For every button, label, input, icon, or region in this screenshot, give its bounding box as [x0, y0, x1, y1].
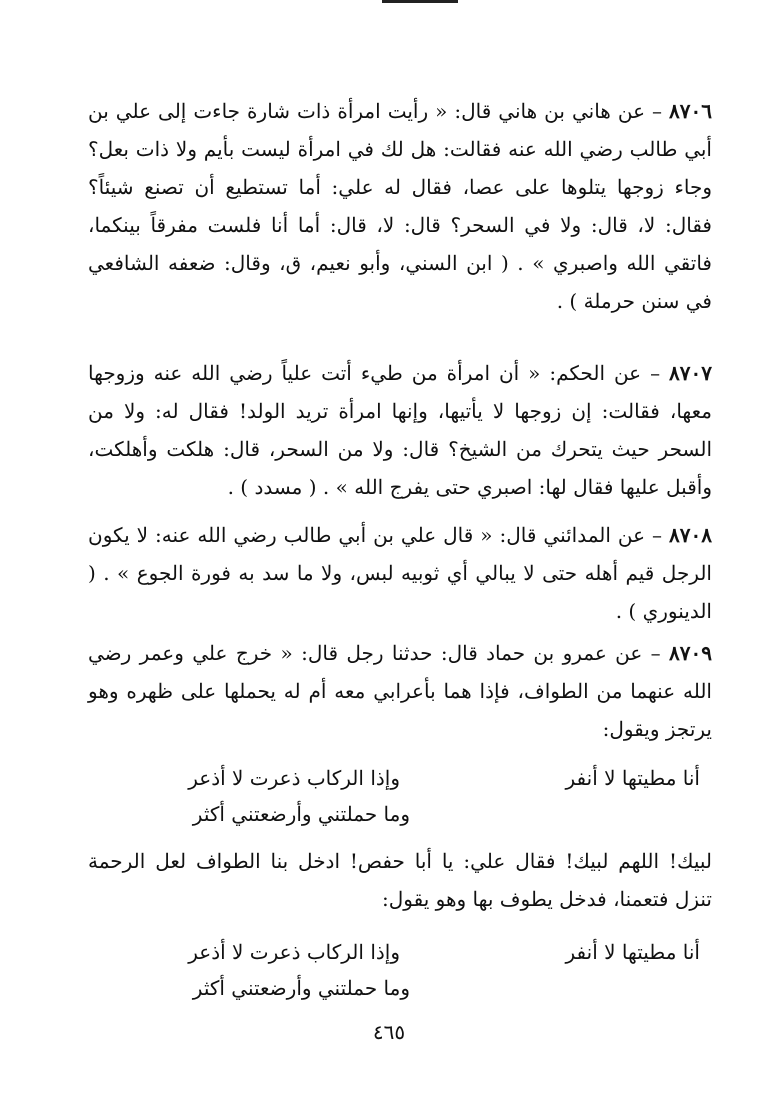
verse-hemistich-right: أنا مطيتها لا أنفر [565, 766, 700, 790]
hadith-number: ٨٧٠٨ [669, 523, 713, 547]
verse-2 [110, 934, 700, 1006]
verse-line [110, 934, 700, 970]
hadith-text: – عن المدائني قال: « قال علي بن أبي طالب رضي الله عنه: لا يكون الرجل قيم أهله حتى لا يبالي أي ثوبيه لبس، ولا ما سد به فورة الجوع » . ( الدينوري ) . [88, 523, 712, 623]
top-rule [382, 0, 458, 3]
hadith-text: – عن الحكم: « أن امرأة من طيء أتت علياً رضي الله عنه وزوجها معها، فقالت: إن زوجها لا يأتيها، وإنها امرأة تريد الولد! فقال له: ولا من السحر حيث يتحرك من الشيخ؟ قال: ولا من السحر، قال: هلكت وأهلكت، وأقبل عليها فقال لها: اصبري حتى يفرج الله » . ( مسدد ) . [88, 361, 712, 499]
verse-hemistich-left: وإذا الركاب ذعرت لا أذعر [188, 940, 400, 964]
verse-hemistich-right: أنا مطيتها لا أنفر [565, 940, 700, 964]
hadith-8709 [88, 634, 712, 748]
hadith-text: – عن عمرو بن حماد قال: حدثنا رجل قال: « خرج علي وعمر رضي الله عنهما من الطواف، فإذا هما بأعرابي معه أم له يحملها على ظهره وهو يرتجز ويقول: [88, 641, 712, 741]
hadith-8708 [88, 516, 712, 630]
hadith-8707 [88, 354, 712, 506]
hadith-number: ٨٧٠٦ [669, 99, 713, 123]
verse-hemistich-left: وإذا الركاب ذعرت لا أذعر [188, 766, 400, 790]
verse-line [110, 760, 700, 796]
verse-line [110, 796, 700, 832]
hadith-8706 [88, 92, 712, 320]
continuation-text: لبيك! اللهم لبيك! فقال علي: يا أبا حفص! ادخل بنا الطواف لعل الرحمة تنزل فتعمنا، فدخل يطوف بها وهو يقول: [88, 849, 712, 911]
hadith-number: ٨٧٠٧ [669, 361, 713, 385]
verse-line [110, 970, 700, 1006]
page-number: ٤٦٥ [372, 1020, 406, 1044]
verse-1 [110, 760, 700, 832]
verse-hemistich: وما حملتني وأرضعتني أكثر [192, 976, 410, 1000]
continuation-paragraph [88, 842, 712, 918]
hadith-text: – عن هاني بن هاني قال: « رأيت امرأة ذات شارة جاءت إلى علي بن أبي طالب رضي الله عنه فقالت: هل لك في امرأة ليست بأيم ولا ذات بعل؟ وجاء زوجها يتلوها على عصا، فقال له علي: أما تستطيع أن تصنع شيئاً؟ فقال: لا، قال: ولا في السحر؟ قال: لا، قال: أما أنا فلست مفرقاً بينكما، فاتقي الله واصبري » . ( ابن السني، وأبو نعيم، ق، وقال: ضعفه الشافعي في سنن حرملة ) . [88, 99, 712, 313]
verse-hemistich: وما حملتني وأرضعتني أكثر [192, 802, 410, 826]
hadith-number: ٨٧٠٩ [669, 641, 712, 665]
